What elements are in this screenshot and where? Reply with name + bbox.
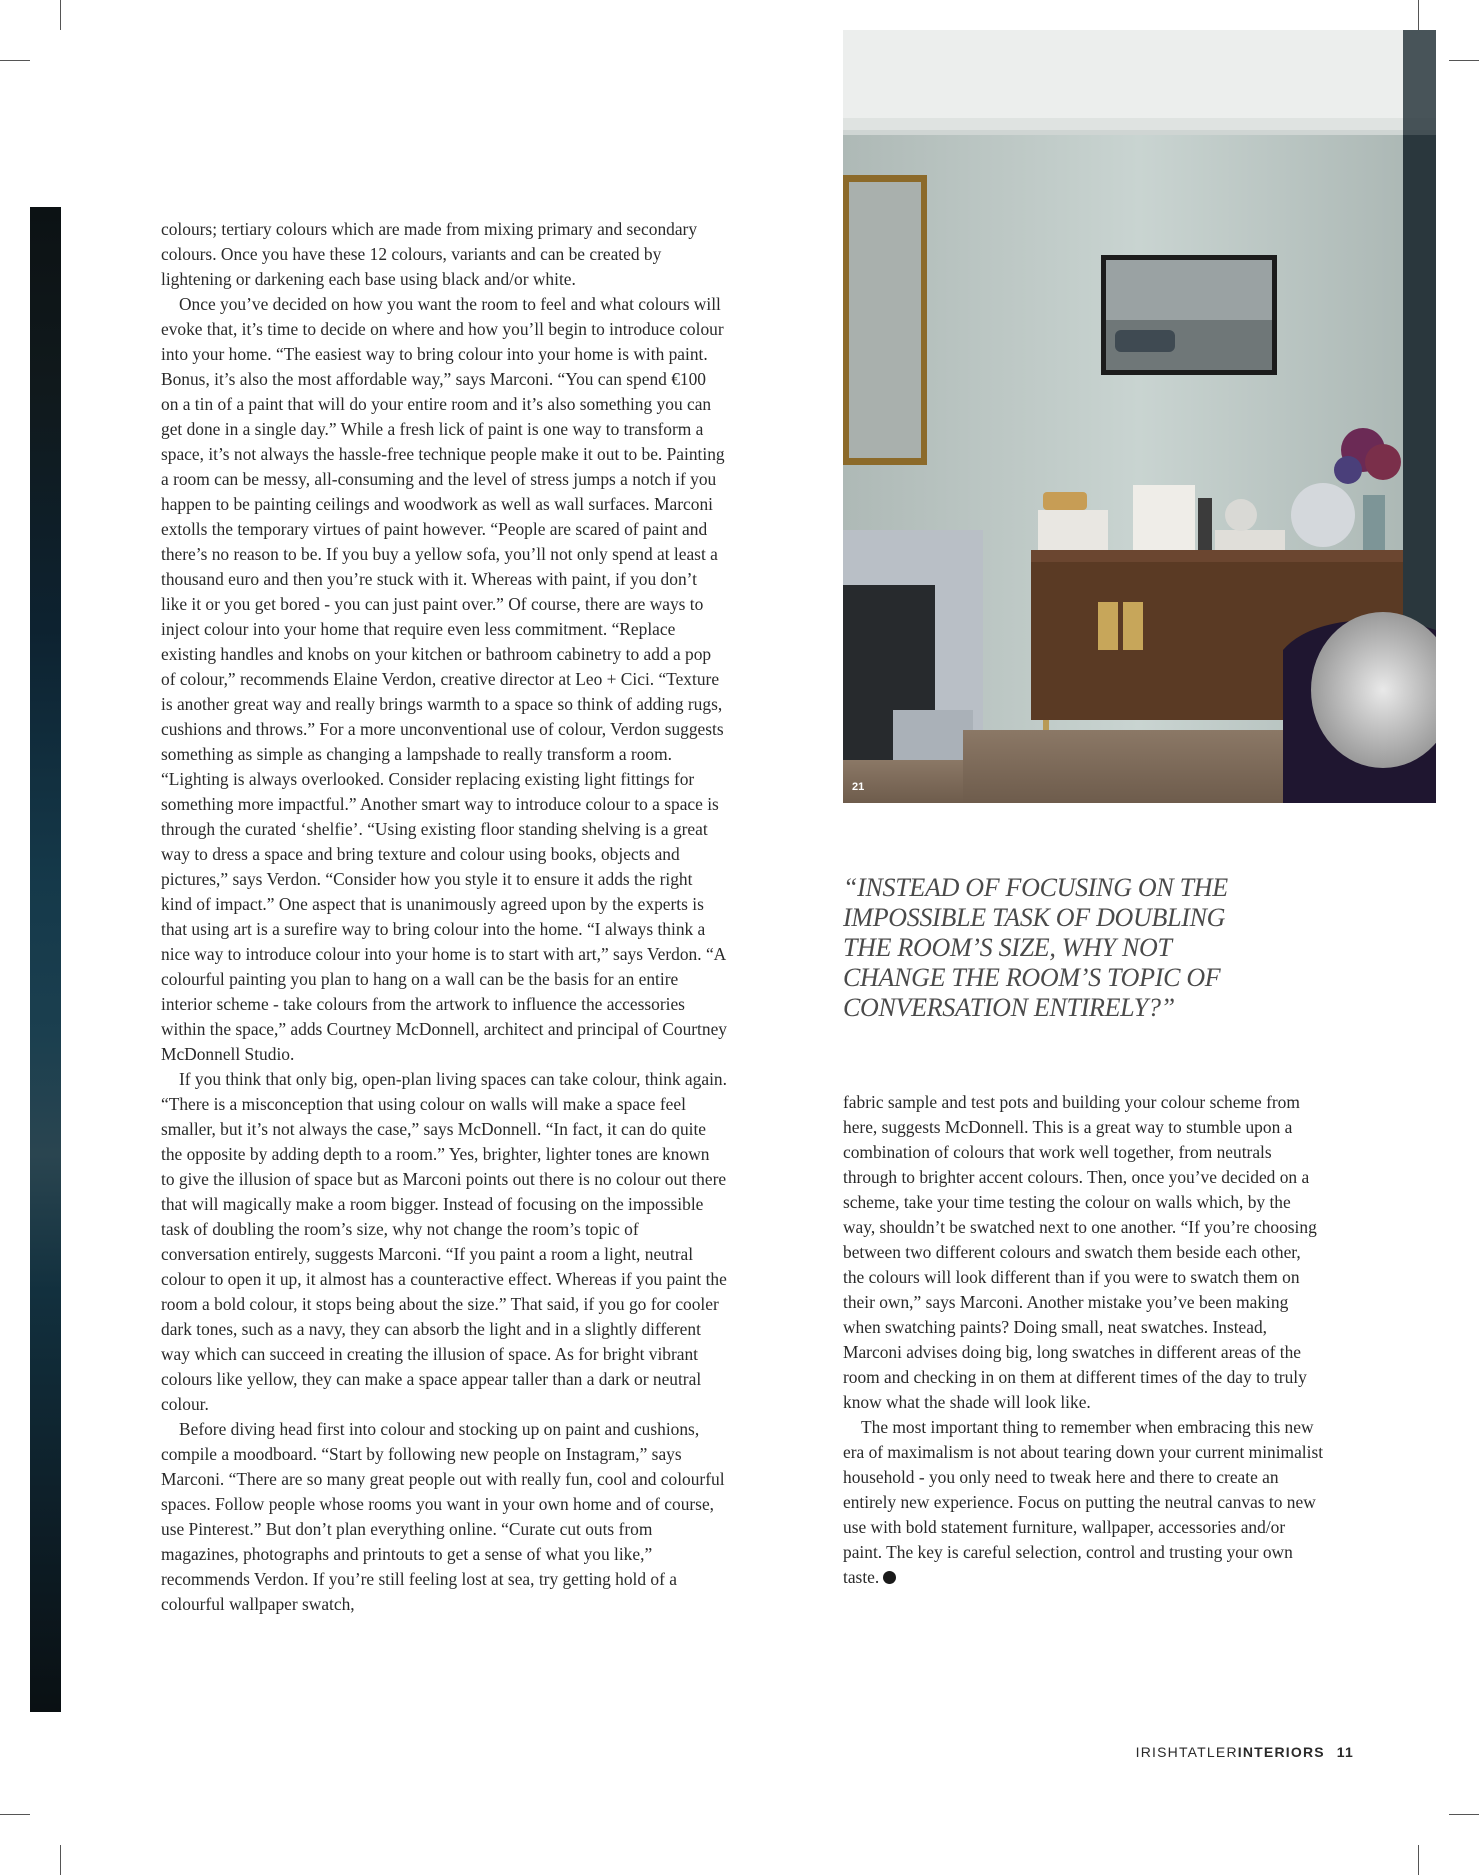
article-column-right	[843, 1090, 1325, 1590]
crop-mark	[0, 60, 30, 61]
pull-quote: “INSTEAD OF FOCUSING ON THE IMPOSSIBLE TASK OF DOUBLING THE ROOM’S SIZE, WHY NOT CHANGE THE ROOM’S TOPIC OF CONVERSATION ENTIRELY?”	[843, 873, 1228, 1022]
page-footer	[1136, 1744, 1354, 1760]
crop-mark	[1418, 0, 1419, 30]
page-number: 11	[1336, 1744, 1354, 1760]
room-photo	[843, 30, 1436, 803]
crop-mark	[1449, 60, 1479, 61]
last-paragraph	[843, 1415, 1325, 1590]
paragraph: If you think that only big, open-plan living spaces can take colour, think again. “There is a misconception that using colour on walls will make a space feel smaller, but it’s not always the case,” says McDonnell. “In fact, it can do quite the opposite by adding depth to a room.” Yes, brighter, lighter tones are known to give the illusion of space but as Marconi points out there is no colour out there that will magically make a room bigger. Instead of focusing on the impossible task of doubling the room’s size, why not change the room’s topic of conversation entirely, suggests Marconi. “If you paint a room a light, neutral colour to open it up, it almost has a counteractive effect. Whereas if you paint the room a bold colour, it stops being about the size.” That said, if you go for cooler dark tones, such as a navy, they can absorb the light and in a slightly different way which can succeed in creating the illusion of space. As for bright vibrant colours like yellow, they can make a space appear taller than a dark or neutral colour.	[161, 1069, 727, 1414]
paragraph: Before diving head first into colour and stocking up on paint and cushions, compile a moodboard. “Start by following new people on Instagram,” says Marconi. “There are so many great people out with really fun, cool and colourful spaces. Follow people whose rooms you want in your own home and of course, use Pinterest.” But don’t plan everything online. “Curate cut outs from magazines, photographs and printouts to get a sense of what you like,” recommends Verdon. If you’re still feeling lost at sea, try getting hold of a colourful wallpaper swatch,	[161, 1419, 725, 1614]
crop-mark	[0, 1814, 30, 1815]
paragraph: Once you’ve decided on how you want the room to feel and what colours will evoke that, it’s time to decide on where and how you’ll begin to introduce colour into your home. “The easiest way to bring colour into your home is with paint. Bonus, it’s also the most affordable way,” says Marconi. “You can spend €100 on a tin of a paint that will do your entire room and it’s also something you can get done in a single day.” While a fresh lick of paint is one way to transform a space, it’s not always the hassle-free technique people make it out to be. Painting a room can be messy, all-consuming and the level of stress jumps a notch if you happen to be painting ceilings and woodwork as well as wall surfaces. Marconi extolls the temporary virtues of paint however. “People are scared of paint and there’s no reason to be. If you buy a yellow sofa, you’ll not only spend at least a thousand euro and then you’re stuck with it. Whereas with paint, if you don’t like it or you get bored - you can just paint over.” Of course, there are ways to inject colour into your home that require even less commitment. “Replace existing handles and knobs on your kitchen or bathroom cabinetry to add a pop of colour,” recommends Elaine Verdon, creative director at Leo + Cici. “Texture is another great way and really brings warmth to a space so think of adding rugs, cushions and throws.” For a more unconventional use of colour, Verdon suggests something as simple as changing a lampshade to really transform a room. “Lighting is always overlooked. Consider replacing existing light fittings for something more impactful.” Another smart way to introduce colour to a space is through the curated ‘shelfie’. “Using existing floor standing shelving is a great way to dress a space and bring texture and colour using books, objects and pictures,” says Verdon. “Consider how you style it to ensure it adds the right kind of impact.” One aspect that is unanimously agreed upon by the experts is that using art is a surefire way to bring colour into the home. “I always think a nice way to introduce colour into your home is to start with art,” says Verdon. “A colourful painting you plan to hang on a wall can be the basis for an entire interior scheme - take colours from the artwork to influence the accessories within the space,” adds Courtney McDonnell, architect and principal of Courtney McDonnell Studio.	[161, 294, 727, 1064]
paragraph-text: The most important thing to remember when embracing this new era of maximalism is not about tearing down your current minimalist household - you only need to tweak here and there to create an entirely new experience. Focus on putting the neutral canvas to new use with bold statement furniture, wallpaper, accessories and/or paint. The key is careful selection, control and trusting your own taste.	[843, 1417, 1324, 1587]
paragraph: colours; tertiary colours which are made from mixing primary and secondary colours. Once you have these 12 colours, variants and can be created by lightening or darkening each base using black and/or white.	[161, 219, 698, 289]
crop-mark	[60, 1845, 61, 1875]
crop-mark	[1418, 1845, 1419, 1875]
footer-brand-light: IRISHTATLER	[1135, 1744, 1238, 1760]
footer-brand-bold: INTERIORS	[1237, 1744, 1325, 1760]
crop-mark	[1449, 1814, 1479, 1815]
end-of-article-bullet-icon	[883, 1571, 896, 1584]
adjacent-page-image-strip	[30, 207, 61, 1712]
photo-number: 21	[852, 781, 865, 793]
room-photo-illustration	[843, 30, 1436, 803]
crop-mark	[60, 0, 61, 30]
paragraph: fabric sample and test pots and building your colour scheme from here, suggests McDonnell. This is a great way to stumble upon a combination of colours that work well together, from neutrals through to brighter accent colours. Then, once you’ve decided on a scheme, take your time testing the colour on walls which, by the way, shouldn’t be swatched next to one another. “If you’re choosing between two different colours and swatch them beside each other, the colours will look different than if you were to swatch them on their own,” says Marconi. Another mistake you’ve been making when swatching paints? Doing small, neat swatches. Instead, Marconi advises doing big, long swatches in different areas of the room and checking in on them at different times of the day to truly know what the shade will look like.	[843, 1092, 1317, 1412]
article-column-left	[161, 217, 727, 1617]
